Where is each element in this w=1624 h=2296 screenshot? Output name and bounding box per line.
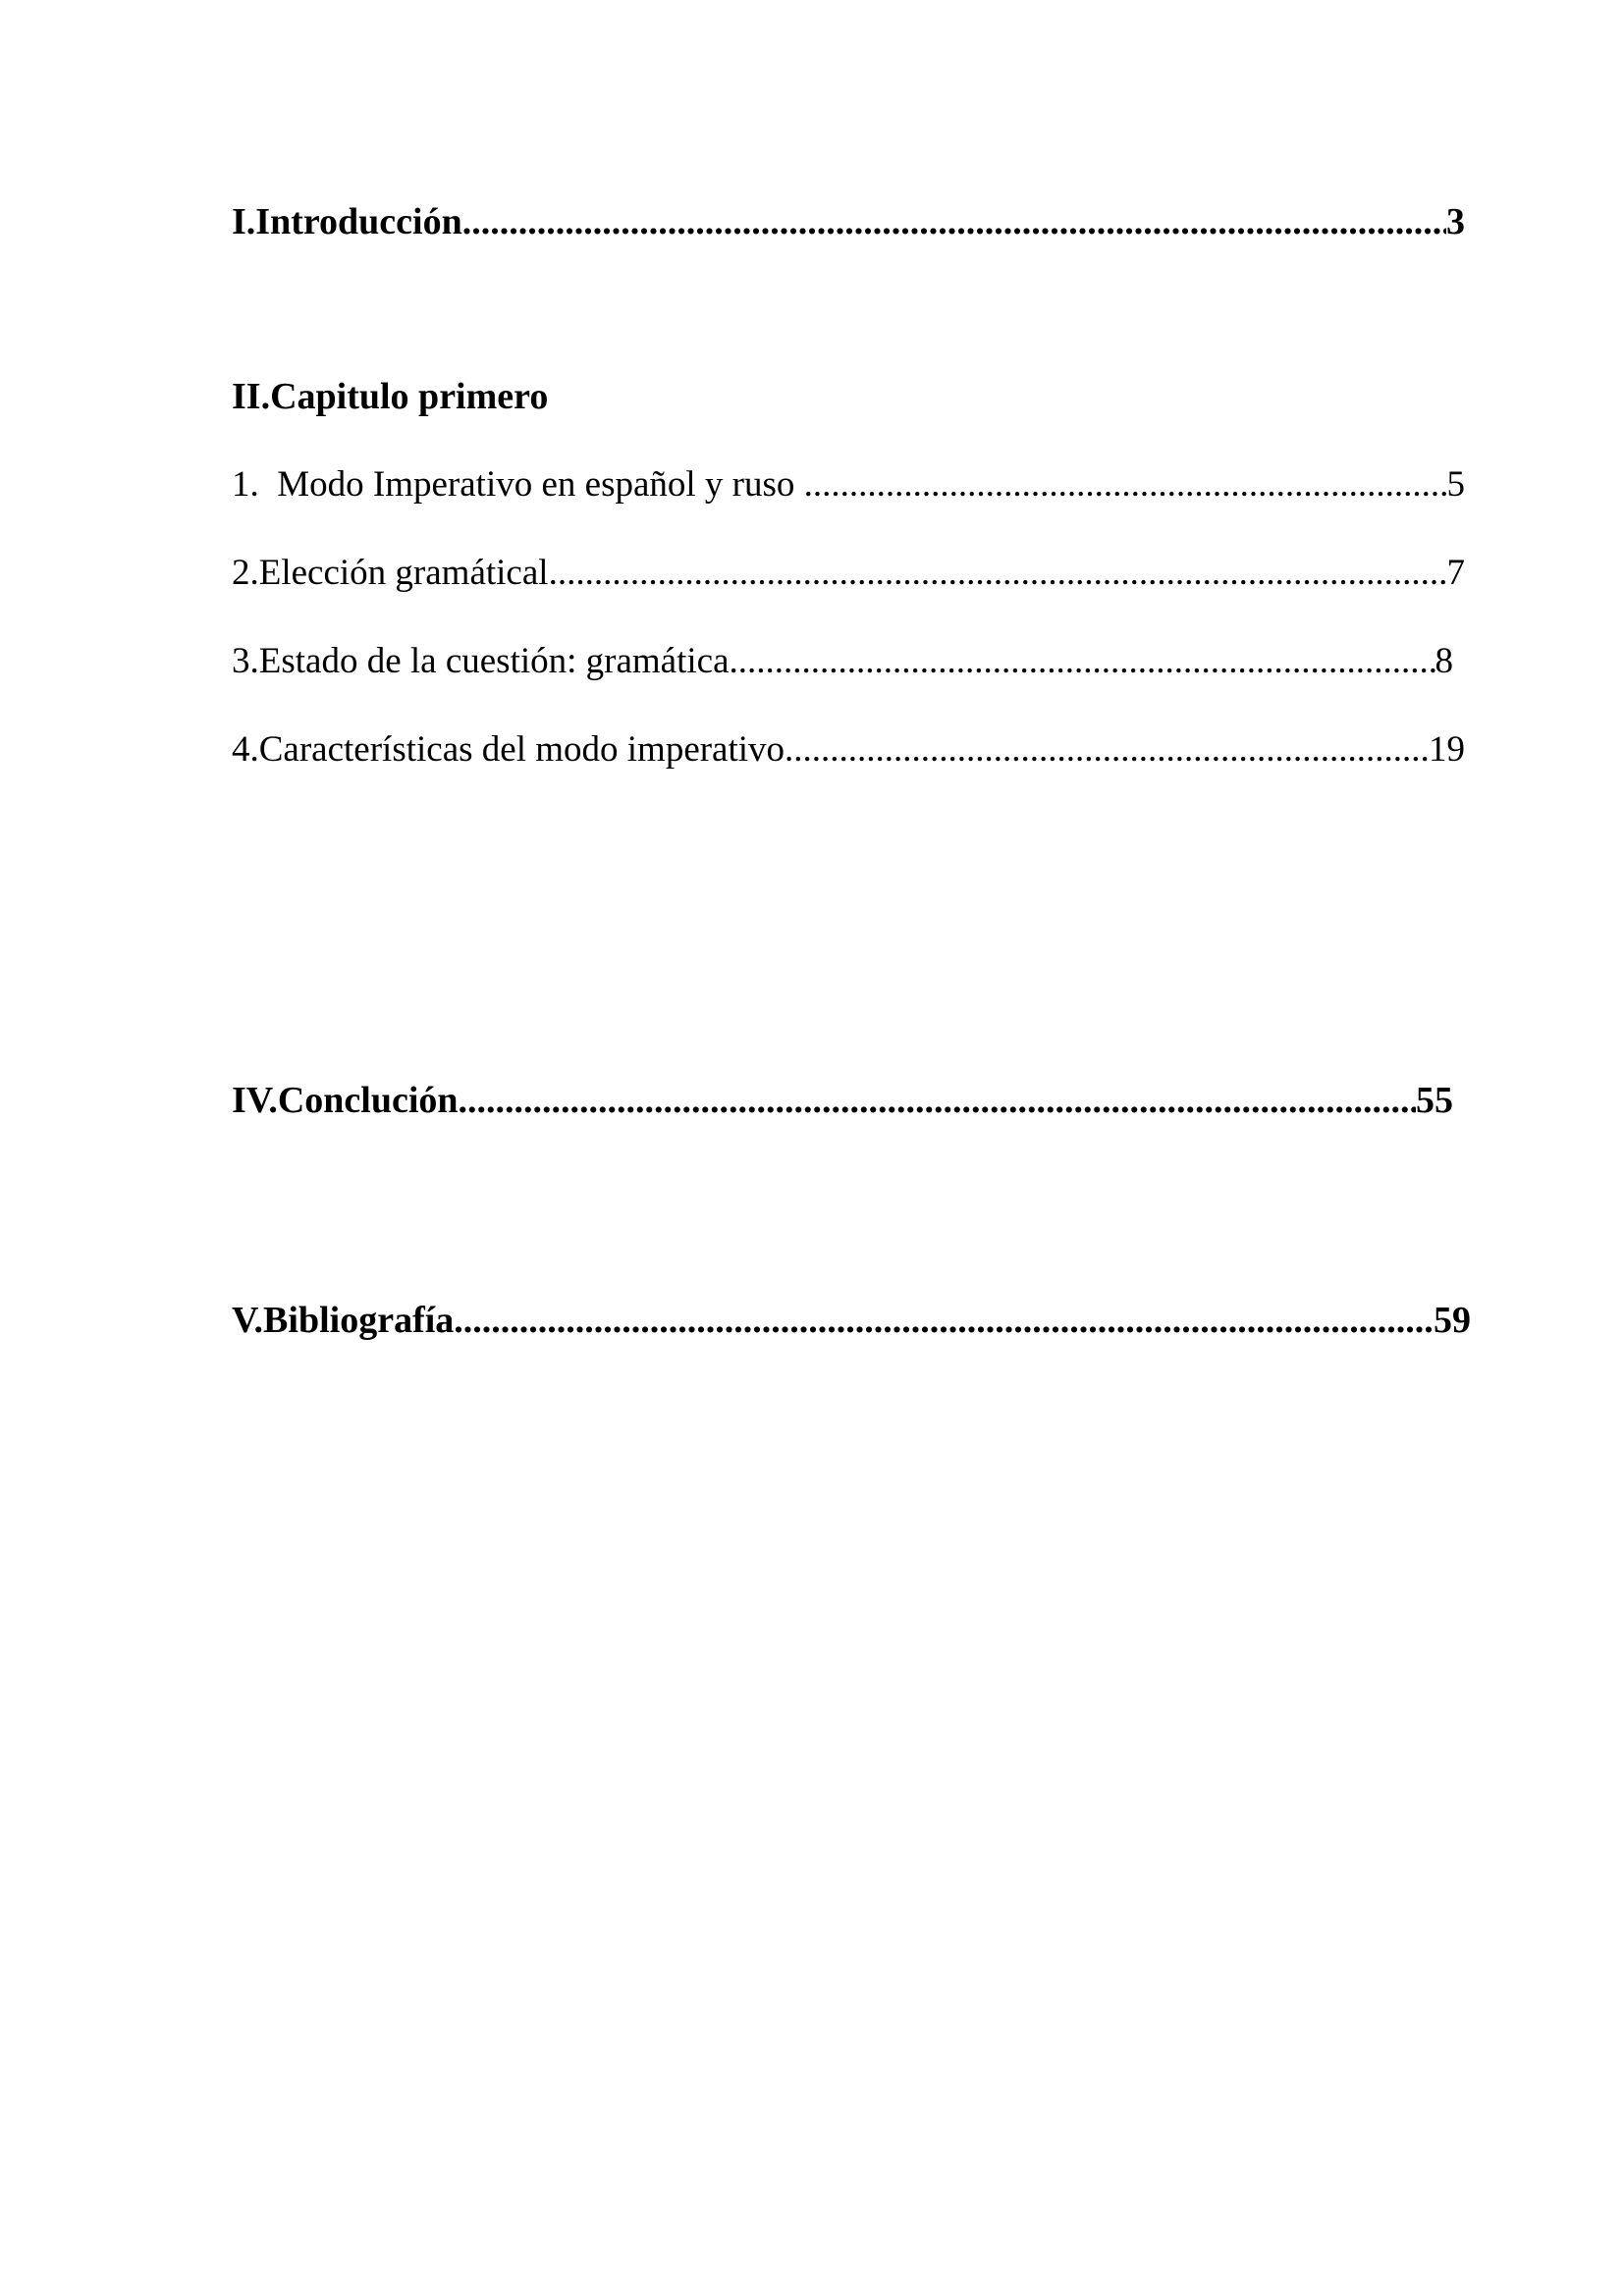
toc-entry-page: 3 — [1446, 201, 1465, 242]
toc-entry-label: 2.Elección gramátical — [232, 553, 549, 593]
dot-leader — [459, 1078, 1416, 1123]
dot-leader — [804, 462, 1447, 507]
toc-entry-page: 5 — [1446, 464, 1465, 505]
dot-leader — [785, 727, 1429, 773]
toc-entry-label: 3.Estado de la cuestión: gramática — [232, 641, 730, 681]
toc-entry-page: 19 — [1429, 729, 1465, 770]
toc-entry-label: V.Bibliografía — [232, 1300, 455, 1341]
toc-entry-label: 1. Modo Imperativo en español y ruso — [232, 464, 804, 505]
dot-leader — [454, 1298, 1434, 1343]
toc-heading-capitulo-primero: II.Capitulo primero — [232, 376, 549, 417]
toc-entry-conclucion — [232, 1078, 1453, 1123]
toc-entry-label: IV.Conclución — [232, 1080, 459, 1121]
toc-entry-page: 8 — [1435, 641, 1453, 681]
toc-entry-bibliografia — [232, 1298, 1471, 1343]
toc-entry-label: I.Introducción — [232, 201, 462, 242]
toc-entry-modo-imperativo — [232, 462, 1465, 507]
toc-entry-label: 4.Características del modo imperativo — [232, 729, 785, 770]
dot-leader — [462, 199, 1446, 244]
toc-entry-introduccion — [232, 199, 1465, 244]
toc-entry-page: 59 — [1434, 1300, 1471, 1341]
toc-entry-caracteristicas — [232, 727, 1465, 773]
dot-leader — [549, 551, 1447, 596]
toc-entry-page: 7 — [1446, 553, 1465, 593]
dot-leader — [730, 639, 1435, 684]
toc-entry-page: 55 — [1416, 1080, 1453, 1121]
toc-entry-estado-cuestion — [232, 639, 1453, 684]
toc-entry-eleccion-gramatical — [232, 551, 1465, 596]
